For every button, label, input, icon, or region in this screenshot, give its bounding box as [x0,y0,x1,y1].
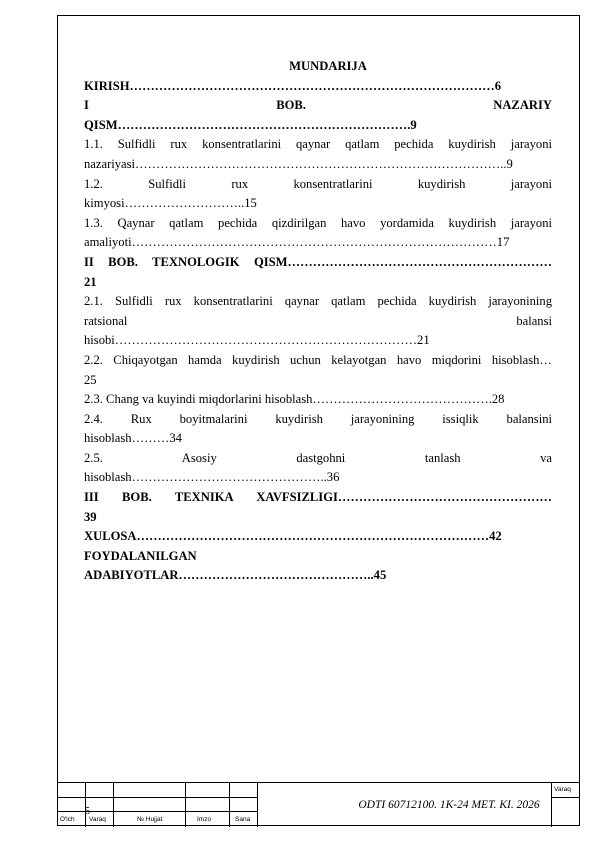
toc-entry-line: KIRISH……………………………………………………………………………6 [84,78,502,93]
toc-entry-line: QISM…………………………………………………………….9 [84,117,417,132]
toc-entry-line: II BOB. TEXNOLOGIK QISM……………………………………………………… [84,254,552,269]
label-varaq: Varaq [89,816,106,823]
stamp-divider [85,783,86,827]
toc-entry-line: nazariyasi……………………………………………………………………………..9 [84,156,513,171]
stamp-row-line [57,797,257,798]
page-number: 5 [85,806,90,817]
toc-entry-line: III BOB. TEXNIKA XAVFSIZLIGI…………………………………………… [84,490,552,505]
toc-entry-line: 25 [84,372,97,387]
toc-entry [84,175,552,214]
toc-entry-line: 2.5. Asosiy dastgohni tanlash va [84,450,552,465]
toc-entry-line: hisoblash………………………………………..36 [84,470,340,485]
toc-entry [84,351,552,390]
toc-entry-line: 2.2. Chiqayotgan hamda kuydirish uchun kelayotgan havo miqdorini hisoblash… [84,352,552,367]
toc-entry-line: FOYDALANILGAN [84,548,197,563]
toc-entry-line: amaliyoti……………………………………………………………………………17 [84,235,510,250]
toc-entry-line: 39 [84,509,97,524]
toc-title: MUNDARIJA [289,59,367,73]
stamp-divider [257,783,258,827]
toc-entry-line: 1.1. Sulfidli rux konsentratlarini qaynar qatlam pechida kuydirish jarayoni [84,137,552,152]
label-imzo: Imzo [197,816,212,823]
toc-entry [84,547,552,586]
toc-entry-line: 2.4. Rux boyitmalarini kuydirish jarayonining issiqlik balansini [84,411,552,426]
toc-entry [84,390,552,410]
title-block-stamp [57,782,580,827]
toc-entry-line: 2.1. Sulfidli rux konsentratlarini qaynar qatlam pechida kuydirish jarayonining [84,294,552,309]
toc-entry-line: 1.2. Sulfidli rux konsentratlarini kuydirish jarayoni [84,176,552,191]
toc-entry [84,449,552,488]
toc-entry-line: 1.3. Qaynar qatlam pechida qizdirilgan havo yordamida kuydirish jarayoni [84,215,552,230]
label-hujjat: № Hujjat [137,816,163,823]
toc-entry [84,96,552,135]
toc-entry-line: hisobi………………………………………………………………21 [84,333,430,348]
toc-entry-line: I BOB. NAZARIY [84,98,552,113]
toc-entry [84,488,552,527]
label-olch: O'lch [60,816,75,823]
toc-entry [84,135,552,174]
toc-entry [84,410,552,449]
varaq-header: Varaq [554,786,571,793]
stamp-divider [185,783,186,827]
stamp-divider [229,783,230,827]
label-sana: Sana [235,816,251,823]
toc-entry-line: ratsional balansi [84,313,552,328]
toc-entry-line: XULOSA…………………………………………………………………………42 [84,529,502,544]
toc-entry-line: kimyosi………………………..15 [84,196,257,211]
toc-entry [84,253,552,292]
document-code: ODTI 60712100. 1K-24 MET. KI. 2026 [358,799,540,811]
toc-entry-line: hisoblash………34 [84,431,182,446]
toc-entry [84,214,552,253]
table-of-contents [84,57,552,586]
toc-entry-line: 2.3. Chang va kuyindi miqdorlarini hisoblash…………………………………….28 [84,392,505,407]
toc-entry [84,77,552,97]
toc-entry-line: 21 [84,274,97,289]
toc-entries [84,77,552,586]
stamp-divider [113,783,114,827]
toc-entry [84,527,552,547]
toc-entry-line: ADABIYOTLAR………………………………………..45 [84,568,387,583]
toc-entry [84,292,552,351]
